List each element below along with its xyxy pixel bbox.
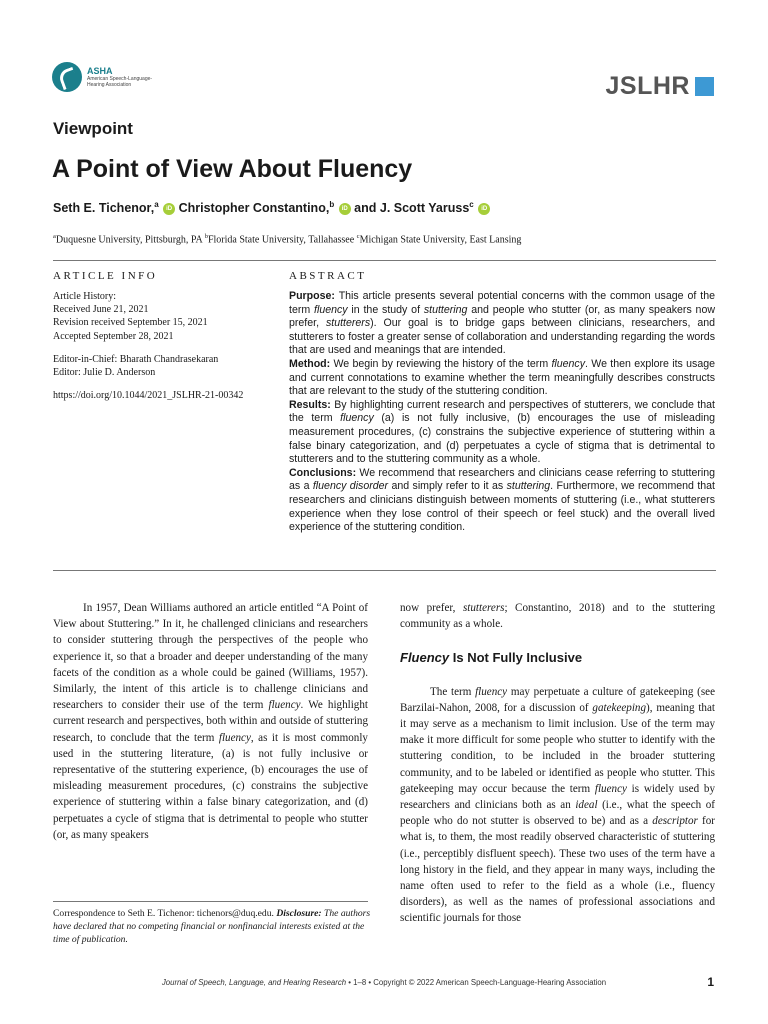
abstract-divider	[53, 570, 716, 571]
text: and simply refer to it as	[388, 480, 507, 493]
results-label: Results:	[289, 398, 331, 411]
article-info	[53, 270, 268, 412]
text: ; Constantino, 2018) and to the stuttering community as a whole.	[400, 602, 715, 631]
affil-sup: b	[204, 233, 208, 240]
purpose-label: Purpose:	[289, 290, 335, 302]
text: We begin by reviewing the history of the term	[330, 357, 552, 370]
text: , as it is most commonly used in the stuttering literature, (a) is not fully inclusive or representative of the stuttering experience, (b) encourages the use of misleading measurement procedures, (c) constrains the subjective experience of stuttering within a false binary categorization, and (d) perpetuates a cycle of stigma that is detrimental to people who stutter (or, as many speakers	[53, 731, 368, 841]
text: now prefer,	[400, 602, 463, 614]
section-label: Viewpoint	[53, 119, 133, 138]
text: The term	[430, 685, 476, 698]
text: may perpetuate a culture of gatekeeping (see Barzilai-Nahon, 2008, for a discussion of	[400, 685, 715, 714]
journal-square-icon	[695, 77, 714, 96]
body-column-right	[400, 600, 715, 927]
footer-copyright: • 1–8 • Copyright © 2022 American Speech-Language-Hearing Association	[346, 978, 607, 987]
editors	[53, 353, 268, 379]
text: fluency	[551, 357, 586, 370]
text: gatekeeping	[592, 701, 647, 714]
text: fluency disorder	[312, 480, 389, 493]
affiliation: Florida State University, Tallahassee	[207, 234, 357, 246]
text: fluency	[268, 699, 301, 712]
text: in the study of	[347, 303, 424, 316]
method-label: Method:	[289, 357, 331, 370]
text: ), meaning that it may serve as a mechanism to limit inclusion. Use of the term may make it more difficult for some people who stutter to identify with the stuttering condition, to be included in the broader stuttering community, and to be labeled or identified as people who stutter. This gatekeeping may occur because the term	[400, 701, 715, 795]
text: In 1957, Dean Williams authored an article entitled “A Point of View about Stuttering.” In it, he challenged clinicians and researchers to consider stuttering through the perspectives of the people who experience it, so that a broader and deeper understanding of the many facets of the condition as a whole could be gained (Williams, 1957). Similarly, the intent of this article is to challenge clinicians and researchers to consider their use of the term	[53, 602, 368, 712]
text: ). Our goal is to bridge gaps between clinicians, researchers, and stutterers to foster a greater sense of collaboration and understanding regarding the words that are used and meanings that are intended.	[289, 317, 715, 357]
text: This article presents several potential concerns with the common usage of the term	[289, 290, 715, 316]
text: Is Not Fully Inclusive	[449, 650, 583, 666]
editor-in-chief: Editor-in-Chief: Bharath Chandrasekaran	[53, 353, 219, 365]
author-list	[53, 200, 490, 215]
conclusions-label: Conclusions:	[289, 466, 357, 479]
publisher-full-name: American Speech-Language-Hearing Association	[87, 75, 153, 88]
text: fluency	[475, 685, 508, 698]
text: descriptor	[652, 815, 698, 828]
orcid-icon[interactable]: iD	[478, 203, 490, 215]
affiliations	[53, 233, 521, 245]
text: stuttering	[423, 303, 468, 316]
article-history	[53, 290, 268, 343]
history-label: Article History:	[53, 291, 117, 302]
paragraph	[53, 600, 368, 843]
text: fluency	[340, 412, 374, 425]
abstract-heading: ABSTRACT	[289, 270, 367, 282]
article-info-heading: ARTICLE INFO	[53, 270, 158, 282]
abstract	[289, 270, 715, 535]
text: (a) is not fully inclusive, (b) encourages the use of misleading measurement procedures, (c) constrains the subjective experience of stuttering within a false binary categorization, and (d) perpetuates a cycle of stigma that is detrimental to stutterers and to the stuttering community as a whole.	[289, 412, 715, 466]
publisher-logo	[52, 62, 157, 92]
page-number: 1	[707, 975, 714, 989]
affil-sup: a	[53, 233, 56, 240]
text: Fluency	[400, 650, 450, 666]
author-affil-sup: b	[329, 200, 335, 209]
correspondence-note	[53, 908, 371, 946]
journal-logo	[606, 72, 714, 101]
text: Disclosure:	[276, 908, 322, 919]
text: Correspondence to Seth E. Tichenor: tichenors@duq.edu.	[53, 908, 277, 919]
text: stutterers	[462, 602, 505, 614]
affiliation: Duquesne University, Pittsburgh, PA	[55, 234, 205, 246]
text: . We highlight current research and perspectives, both within and outside of stuttering research, to conclude that the term	[53, 699, 368, 744]
text: for what is, to them, the most readily observed characteristic of stuttering (i.e., perceptibly disfluent speech). These two uses of the term have a long history in the field, and they appear in many ways, including the name often used to refer to the field as a whole (i.e., fluency disorders), as well as the names of professional associations and scientific journals for those	[400, 815, 715, 925]
history-revised: Revision received September 15, 2021	[53, 317, 208, 329]
text: ideal	[575, 799, 598, 812]
history-accepted: Accepted September 28, 2021	[53, 330, 174, 342]
doi-link[interactable]: https://doi.org/10.1044/2021_JSLHR-21-00342	[53, 390, 244, 402]
author-name[interactable]: Seth E. Tichenor,	[53, 201, 155, 216]
text: stutterers	[325, 317, 371, 330]
abstract-body	[289, 290, 715, 535]
orcid-icon[interactable]: iD	[163, 203, 175, 215]
orcid-icon[interactable]: iD	[339, 203, 351, 215]
text: fluency	[218, 731, 251, 744]
header-divider	[53, 260, 716, 261]
text: stuttering	[506, 480, 551, 493]
text: fluency	[314, 303, 348, 316]
text: and people who stutter (or, as many speakers now prefer,	[289, 303, 715, 330]
paragraph	[400, 684, 715, 927]
history-received: Received June 21, 2021	[53, 304, 149, 316]
author-name[interactable]: and J. Scott Yaruss	[354, 201, 470, 216]
author-name[interactable]: Christopher Constantino,	[178, 201, 330, 216]
section-heading	[400, 650, 715, 666]
journal-abbr: JSLHR	[605, 72, 690, 100]
footer-journal: Journal of Speech, Language, and Hearing Research	[161, 978, 347, 987]
body-column-left	[53, 600, 368, 843]
page-footer	[0, 978, 768, 987]
affil-sup: c	[356, 233, 360, 240]
text: (i.e., what the speech of people who do not stutter is observed to be) and as a	[400, 799, 715, 828]
footnote-divider	[53, 901, 368, 902]
text: . Furthermore, we recommend that researchers and clinicians distinguish between moments of stuttering (i.e., what stutterers experience when they lose control of their speech or feel stuck) and the overall lived experience of the stuttering condition.	[289, 480, 716, 534]
article-title: A Point of View About Fluency	[52, 155, 413, 183]
text: The authors have declared that no competing financial or nonfinancial interests existed at the time of publication.	[53, 908, 371, 945]
publisher-name: ASHA	[87, 65, 113, 76]
affiliation: Michigan State University, East Lansing	[359, 234, 522, 246]
author-affil-sup: a	[154, 200, 159, 209]
text: By highlighting current research and perspectives of stutterers, we conclude that the term	[289, 398, 715, 425]
asha-logo-icon	[52, 62, 82, 92]
text: fluency	[594, 782, 627, 795]
text: We recommend that researchers and clinicians cease referring to stuttering as a	[289, 466, 715, 493]
author-affil-sup: c	[469, 200, 474, 209]
editor: Editor: Julie D. Anderson	[53, 367, 156, 379]
text: . We then explore its usage and current connotations to examine whether the term meaningfully describes constructs that are relevant to the study of the stuttering condition.	[289, 357, 716, 398]
text: is widely used by researchers and clinicians both as an	[400, 782, 715, 812]
paragraph	[400, 600, 715, 632]
